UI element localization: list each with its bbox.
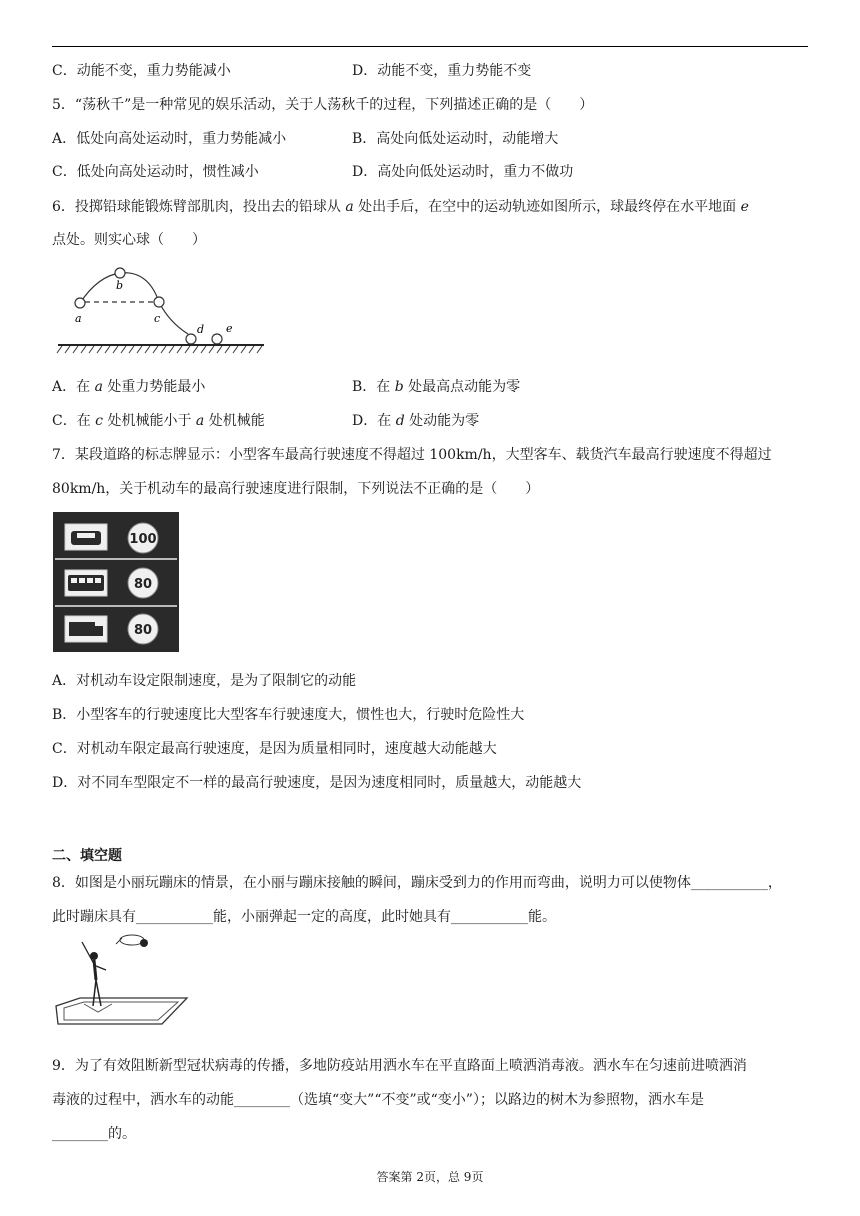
q6-option-d: D．在 d 处动能为零 <box>352 413 480 429</box>
q4-option-c: C．动能不变，重力势能减小 <box>52 63 231 79</box>
q9-line2: 毒液的过程中，洒水车的动能________（选填“变大”“不变”或“变小”）；以路边的树木为参照物，洒水车是 <box>52 1092 704 1108</box>
q6-stem-line1: 6．投掷铅球能锻炼臂部肌肉，投出去的铅球从 a 处出手后，在空中的运动轨迹如图所示，球最终停在水平地面 e <box>52 199 749 215</box>
q6-option-a: A．在 a 处重力势能最小 <box>52 379 206 395</box>
speed-limit-sign-figure <box>53 512 179 652</box>
fig-label-b: b <box>116 279 124 292</box>
q8-line2: 此时蹦床具有___________能，小丽弹起一定的高度，此时她具有___________能。 <box>52 909 556 925</box>
q5-stem: 5．“荡秋千”是一种常见的娱乐活动，关于人荡秋千的过程，下列描述正确的是（ ） <box>52 97 594 113</box>
fig-label-a: a <box>75 312 82 325</box>
fig-label-e: e <box>226 322 233 335</box>
speed-limit-small-car: 100 <box>129 532 157 547</box>
q7-option-d: D．对不同车型限定不一样的最高行驶速度，是因为速度相同时，质量越大，动能越大 <box>52 775 582 791</box>
q4-option-d: D．动能不变，重力势能不变 <box>352 63 532 79</box>
q7-stem-line1: 7．某段道路的标志牌显示：小型客车最高行驶速度不得超过 100km/h，大型客车、载货汽车最高行驶速度不得超过 <box>52 447 772 463</box>
shot-put-trajectory-figure <box>56 262 266 354</box>
q5-option-c: C．低处向高处运动时，惯性减小 <box>52 164 259 180</box>
q9-line3: ________的。 <box>52 1126 136 1142</box>
q6-option-c: C．在 c 处机械能小于 a 处机械能 <box>52 413 265 429</box>
q6-option-b: B．在 b 处最高点动能为零 <box>352 379 521 395</box>
speed-limit-bus: 80 <box>133 577 153 592</box>
q5-option-a: A．低处向高处运动时，重力势能减小 <box>52 131 287 147</box>
header-rule <box>52 46 808 47</box>
speed-limit-truck: 80 <box>133 623 153 638</box>
fig-label-d: d <box>197 323 205 336</box>
q6-stem-line2: 点处。则实心球（ ） <box>52 232 206 248</box>
section-title-fill-in: 二、填空题 <box>52 848 122 864</box>
truck-icon <box>69 622 95 636</box>
q7-option-b: B．小型客车的行驶速度比大型客车行驶速度大，惯性也大，行驶时危险性大 <box>52 707 525 723</box>
q9-line1: 9．为了有效阻断新型冠状病毒的传播，多地防疫站用洒水车在平直路面上喷洒消毒液。洒水车在匀速前进喷洒消 <box>52 1058 747 1074</box>
q7-option-c: C．对机动车限定最高行驶速度，是因为质量相同时，速度越大动能越大 <box>52 741 497 757</box>
q7-stem-line2: 80km/h，关于机动车的最高行驶速度进行限制，下列说法不正确的是（ ） <box>52 481 540 497</box>
q7-option-a: A．对机动车设定限制速度，是为了限制它的动能 <box>52 673 357 689</box>
q5-option-b: B．高处向低处运动时，动能增大 <box>352 131 559 147</box>
page-footer: 答案第 2页，总 9页 <box>376 1170 484 1184</box>
trampoline-figure <box>52 932 192 1032</box>
fig-label-c: c <box>154 312 161 325</box>
q5-option-d: D．高处向低处运动时，重力不做功 <box>352 164 574 180</box>
q8-line1: 8．如图是小丽玩蹦床的情景，在小丽与蹦床接触的瞬间，蹦床受到力的作用而弯曲，说明力可以使物体___________， <box>52 875 782 891</box>
